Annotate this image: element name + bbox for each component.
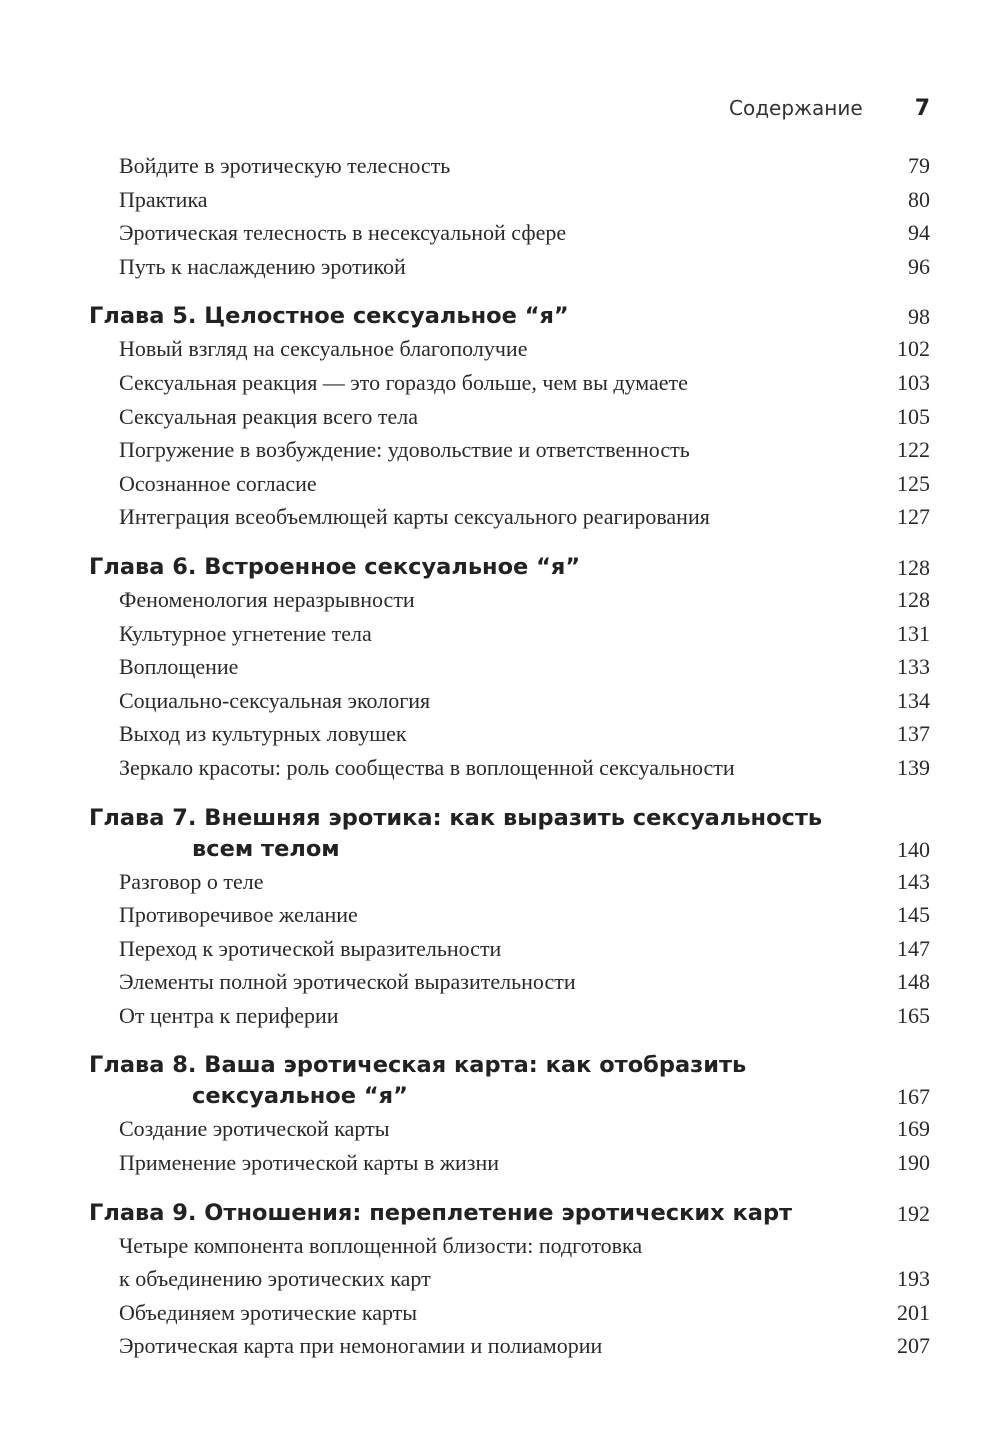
toc-section[interactable]	[0, 1146, 1000, 1180]
toc-section[interactable]	[0, 500, 1000, 534]
toc-chapter-8[interactable]	[0, 1050, 1000, 1112]
toc-section[interactable]	[0, 1229, 1000, 1296]
toc-section-title: Разговор о теле	[119, 868, 264, 894]
toc-section[interactable]	[0, 865, 1000, 899]
toc-chapter-title: Глава 6. Встроенное сексуальное “я”	[89, 553, 581, 580]
toc-section[interactable]	[0, 467, 1000, 501]
toc-chapter-page: 128	[897, 554, 930, 580]
toc-chapter-page: 167	[897, 1084, 930, 1110]
toc-section-page: 193	[897, 1266, 930, 1292]
toc-section-title: Культурное угнетение тела	[119, 620, 372, 646]
toc-section[interactable]	[0, 366, 1000, 400]
toc-section[interactable]	[0, 400, 1000, 434]
toc-section[interactable]	[0, 932, 1000, 966]
toc-section[interactable]	[0, 250, 1000, 284]
toc-section-page: 131	[897, 620, 930, 646]
toc-section-page: 103	[897, 369, 930, 395]
toc-section-title: Новый взгляд на сексуальное благополучие	[119, 336, 528, 362]
toc-section-title: Феноменология неразрывности	[119, 586, 415, 612]
toc-section[interactable]	[0, 898, 1000, 932]
toc-section[interactable]	[0, 1329, 1000, 1363]
toc-section[interactable]	[0, 1296, 1000, 1330]
toc-chapter-5[interactable]	[0, 301, 1000, 332]
toc-chapter-title	[89, 1050, 746, 1112]
toc-section-page: 127	[897, 504, 930, 530]
toc-section-title: Интеграция всеобъемлющей карты сексуального реагирования	[119, 504, 710, 530]
toc-section-page: 147	[897, 935, 930, 961]
toc-section-page: 125	[897, 470, 930, 496]
toc-section[interactable]	[0, 149, 1000, 183]
toc-section-page: 80	[908, 186, 930, 212]
toc-section[interactable]	[0, 751, 1000, 785]
toc-section-title: Практика	[119, 186, 208, 212]
toc-section-page: 105	[897, 403, 930, 429]
toc-chapter-title	[89, 803, 822, 865]
toc-section-title: Социально-сексуальная экология	[119, 687, 431, 713]
toc-section-title-line1: Четыре компонента воплощенной близости: подготовка	[119, 1232, 643, 1258]
toc-section-title: Создание эротической карты	[119, 1116, 390, 1142]
toc-section-title: Переход к эротической выразительности	[119, 935, 502, 961]
running-header-title: Содержание	[729, 96, 863, 120]
toc-section-page: 134	[897, 687, 930, 713]
toc-section-page: 139	[897, 754, 930, 780]
toc-section-title-line2: к объединению эротических карт	[119, 1266, 431, 1292]
toc-section[interactable]	[0, 583, 1000, 617]
toc-section-title: Применение эротической карты в жизни	[119, 1150, 500, 1176]
toc-chapter-title: Глава 9. Отношения: переплетение эротических карт	[89, 1199, 793, 1226]
toc-section-page: 79	[908, 153, 930, 178]
toc-section-title: Воплощение	[119, 654, 239, 680]
toc-section-page: 128	[897, 586, 930, 612]
toc-section[interactable]	[0, 717, 1000, 751]
toc-section[interactable]	[0, 684, 1000, 718]
toc-section[interactable]	[0, 650, 1000, 684]
toc-chapter-page: 140	[897, 836, 930, 862]
toc-section-title: Осознанное согласие	[119, 470, 317, 496]
table-of-contents	[0, 149, 1000, 1363]
toc-section[interactable]	[0, 999, 1000, 1033]
toc-section-title: От центра к периферии	[119, 1002, 339, 1028]
toc-chapter-title-line1: Глава 8. Ваша эротическая карта: как отобразить	[89, 1052, 747, 1079]
toc-section-page: 148	[897, 969, 930, 995]
toc-chapter-title-line2: всем телом	[192, 835, 340, 862]
toc-section-title	[119, 1229, 642, 1296]
toc-chapter-7[interactable]	[0, 803, 1000, 865]
toc-section-page: 143	[897, 868, 930, 894]
toc-section-title: Эротическая телесность в несексуальной сфере	[119, 220, 567, 246]
toc-section[interactable]	[0, 332, 1000, 366]
running-header	[729, 96, 930, 128]
toc-chapter-title-line1: Глава 7. Внешняя эротика: как выразить сексуальность	[89, 804, 823, 831]
toc-section[interactable]	[0, 617, 1000, 651]
toc-section-page: 201	[897, 1299, 930, 1325]
toc-chapter-title-line2: сексуальное “я”	[192, 1083, 408, 1110]
toc-section-page: 94	[908, 220, 930, 246]
toc-section-title: Путь к наслаждению эротикой	[119, 253, 406, 279]
toc-section-title: Эротическая карта при немоногамии и полиамории	[119, 1333, 603, 1359]
page-number: 7	[914, 96, 930, 121]
toc-section[interactable]	[0, 433, 1000, 467]
toc-section-page: 145	[897, 902, 930, 928]
toc-chapter-6[interactable]	[0, 552, 1000, 583]
toc-section-page: 190	[897, 1150, 930, 1176]
toc-section-title: Зеркало красоты: роль сообщества в воплощенной сексуальности	[119, 754, 735, 780]
toc-section-title: Элементы полной эротической выразительности	[119, 969, 576, 995]
toc-section-page: 137	[897, 721, 930, 747]
toc-section-title: Сексуальная реакция — это гораздо больше, чем вы думаете	[119, 369, 688, 395]
toc-section-page: 169	[897, 1116, 930, 1142]
toc-chapter-page: 98	[908, 304, 930, 330]
toc-section[interactable]	[0, 216, 1000, 250]
toc-section-title: Войдите в эротическую телесность	[119, 153, 451, 178]
toc-section-page: 96	[908, 253, 930, 279]
toc-section-title: Сексуальная реакция всего тела	[119, 403, 418, 429]
toc-section[interactable]	[0, 1112, 1000, 1146]
toc-section[interactable]	[0, 965, 1000, 999]
toc-section-page: 133	[897, 654, 930, 680]
toc-section[interactable]	[0, 183, 1000, 217]
toc-section-page: 207	[897, 1333, 930, 1359]
toc-chapter-page: 192	[897, 1200, 930, 1226]
toc-section-title: Выход из культурных ловушек	[119, 721, 407, 747]
toc-section-title: Объединяем эротические карты	[119, 1299, 418, 1325]
toc-section-title: Противоречивое желание	[119, 902, 358, 928]
toc-section-page: 122	[897, 437, 930, 463]
toc-chapter-9[interactable]	[0, 1198, 1000, 1229]
toc-chapter-title: Глава 5. Целостное сексуальное “я”	[89, 303, 569, 330]
toc-section-page: 165	[897, 1002, 930, 1028]
toc-section-page: 102	[897, 336, 930, 362]
toc-section-title: Погружение в возбуждение: удовольствие и ответственность	[119, 437, 690, 463]
